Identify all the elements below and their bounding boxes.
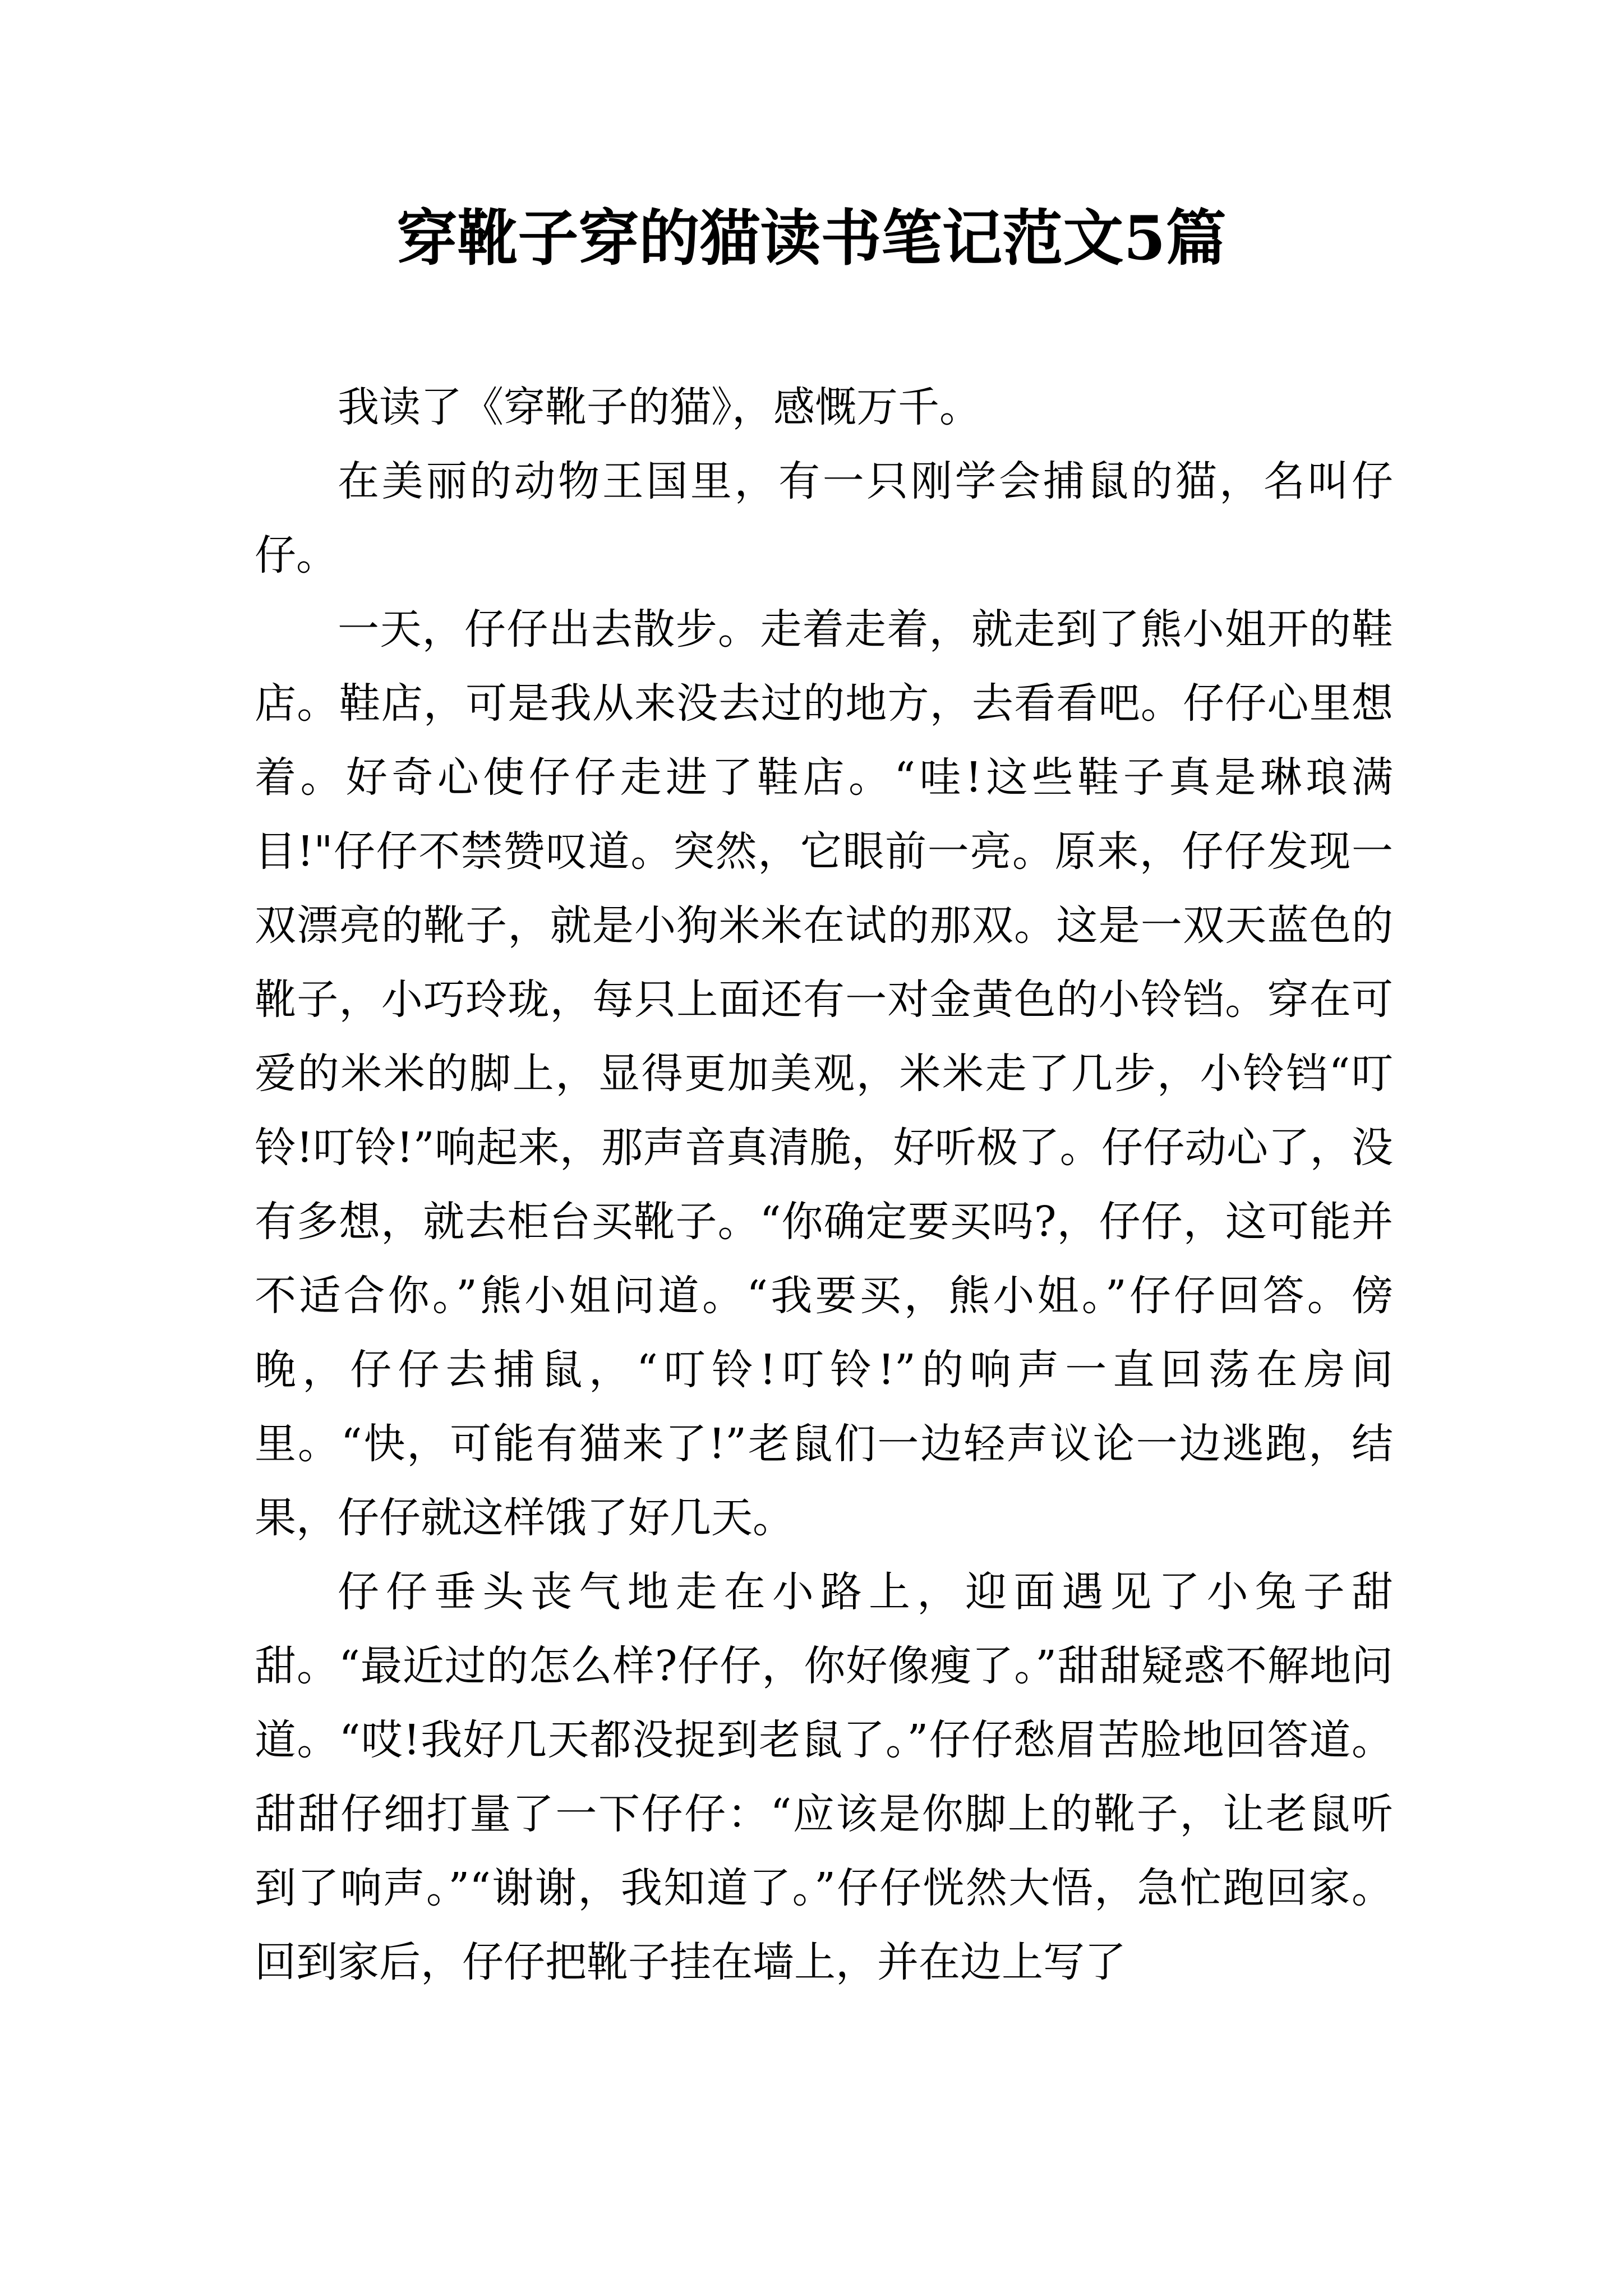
document-body [255, 370, 1393, 1999]
paragraph: 在美丽的动物王国里，有一只刚学会捕鼠的猫，名叫仔仔。 [255, 457, 1393, 579]
paragraph: 我读了《穿靴子的猫》，感慨万千。 [338, 383, 981, 431]
paragraph: 仔仔垂头丧气地走在小路上，迎面遇见了小兔子甜甜。“最近过的怎么样?仔仔，你好像瘦了。”甜甜疑惑不解地问道。“哎!我好几天都没捉到老鼠了。”仔仔愁眉苦脸地回答道。甜甜仔细打量了一下仔仔：“应该是你脚上的靴子，让老鼠听到了响声。”“谢谢，我知道了。”仔仔恍然大悟，急忙跑回家。回到家后，仔仔把靴子挂在墙上，并在边上写了 [255, 1568, 1393, 1986]
document-title: 穿靴子穿的猫读书笔记范文5篇 [396, 203, 1227, 274]
paragraph: 一天，仔仔出去散步。走着走着，就走到了熊小姐开的鞋店。鞋店，可是我从来没去过的地方，去看看吧。仔仔心里想着。好奇心使仔仔走进了鞋店。“哇!这些鞋子真是琳琅满目!"仔仔不禁赞叹道。突然，它眼前一亮。原来，仔仔发现一双漂亮的靴子，就是小狗米米在试的那双。这是一双天蓝色的靴子，小巧玲珑，每只上面还有一对金黄色的小铃铛。穿在可爱的米米的脚上，显得更加美观，米米走了几步，小铃铛“叮铃!叮铃!”响起来，那声音真清脆，好听极了。仔仔动心了，没有多想，就去柜台买靴子。“你确定要买吗?，仔仔，这可能并不适合你。”熊小姐问道。“我要买，熊小姐。”仔仔回答。傍晚，仔仔去捕鼠，“叮铃!叮铃!”的响声一直回荡在房间里。“快，可能有猫来了!”老鼠们一边轻声议论一边逃跑，结果，仔仔就这样饿了好几天。 [255, 605, 1393, 1542]
